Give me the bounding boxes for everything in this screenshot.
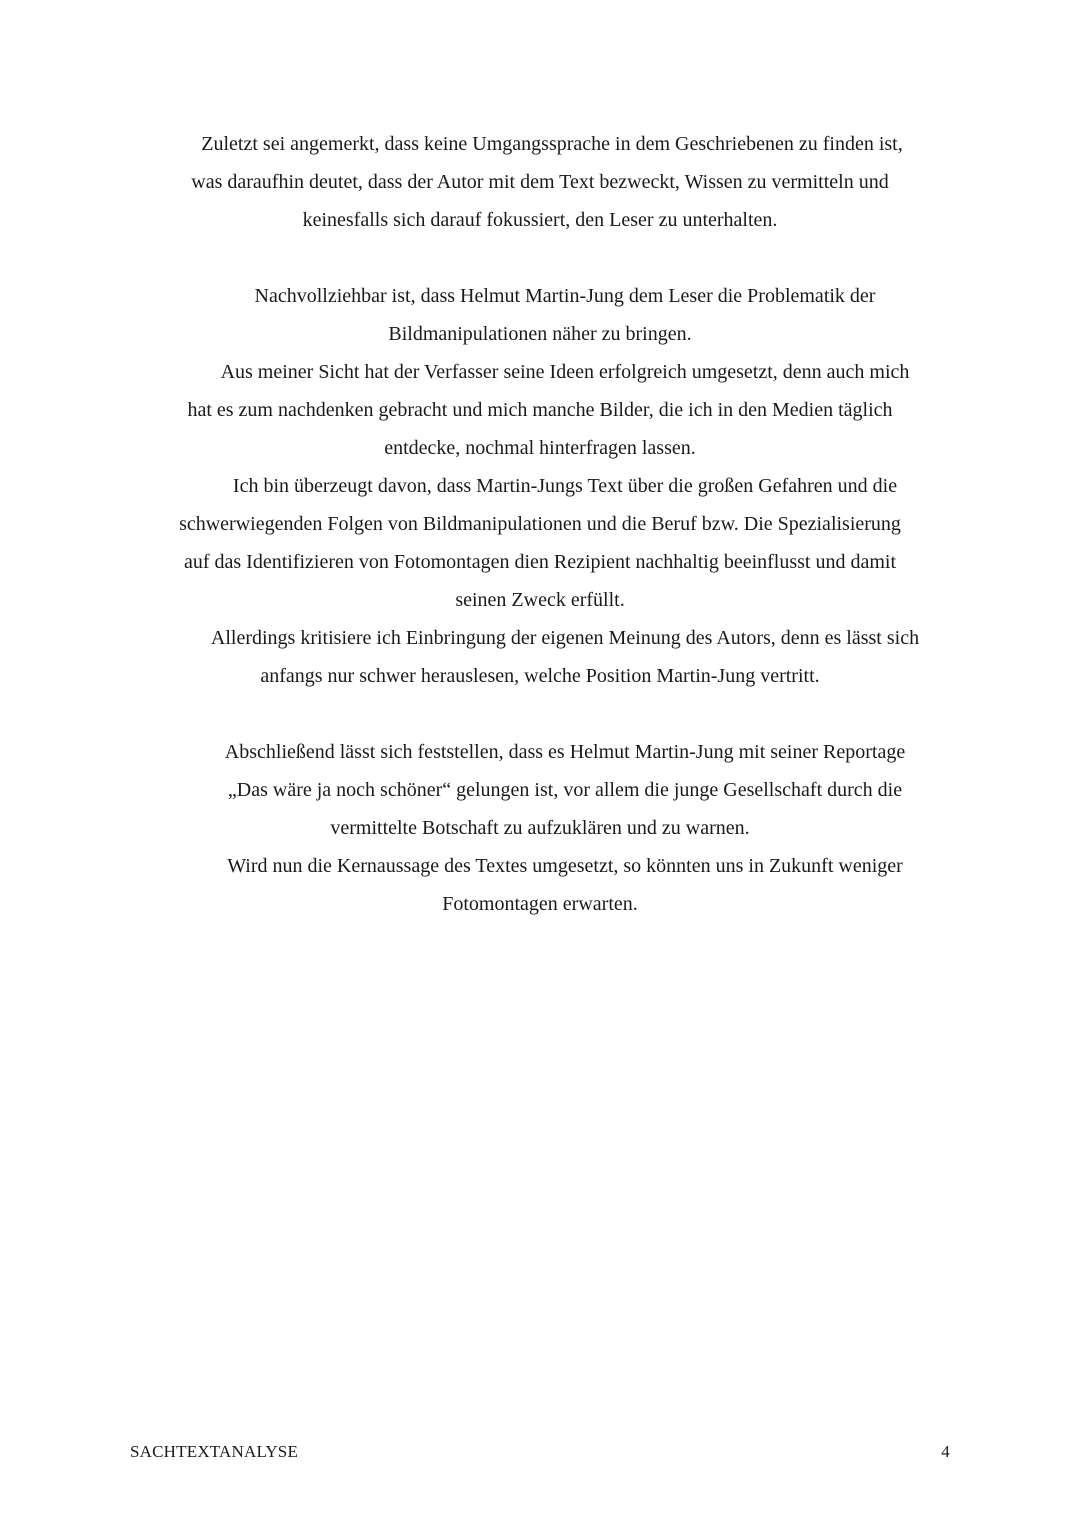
text-line: Abschließend lässt sich feststellen, dass es Helmut Martin-Jung mit seiner Reportage [224, 741, 906, 763]
text-line: Wird nun die Kernaussage des Textes umgesetzt, so könnten uns in Zukunft weniger [227, 855, 903, 877]
text-line: entdecke, nochmal hinterfragen lassen. [384, 437, 696, 459]
text-line: Nachvollziehbar ist, dass Helmut Martin-Jung dem Leser die Problematik der [254, 285, 876, 307]
text-line: Allerdings kritisiere ich Einbringung der eigenen Meinung des Autors, denn es lässt sich [210, 627, 920, 649]
text-line: Aus meiner Sicht hat der Verfasser seine Ideen erfolgreich umgesetzt, denn auch mich [220, 361, 910, 383]
text-line: vermittelte Botschaft zu aufzuklären und zu warnen. [330, 817, 750, 839]
text-line: seinen Zweck erfüllt. [455, 589, 625, 611]
footer-title: SACHTEXTANALYSE [130, 1442, 299, 1461]
page-number: 4 [941, 1442, 950, 1461]
text-line: Fotomontagen erwarten. [442, 893, 638, 915]
text-line: schwerwiegenden Folgen von Bildmanipulationen und die Beruf bzw. Die Spezialisierung [179, 513, 901, 535]
text-line: anfangs nur schwer herauslesen, welche Position Martin-Jung vertritt. [260, 665, 820, 687]
text-line: was daraufhin deutet, dass der Autor mit dem Text bezweckt, Wissen zu vermitteln und [191, 171, 889, 193]
text-line: hat es zum nachdenken gebracht und mich manche Bilder, die ich in den Medien täglich [187, 399, 893, 421]
text-line: keinesfalls sich darauf fokussiert, den Leser zu unterhalten. [302, 209, 778, 231]
text-line: Ich bin überzeugt davon, dass Martin-Jungs Text über die großen Gefahren und die [232, 475, 898, 497]
text-line: Zuletzt sei angemerkt, dass keine Umgangssprache in dem Geschriebenen zu finden ist, [201, 133, 903, 155]
text-line: „Das wäre ja noch schöner“ gelungen ist, vor allem die junge Gesellschaft durch die [227, 779, 903, 801]
text-line: auf das Identifizieren von Fotomontagen dien Rezipient nachhaltig beeinflusst und damit [183, 551, 897, 573]
text-line: Bildmanipulationen näher zu bringen. [388, 323, 692, 345]
